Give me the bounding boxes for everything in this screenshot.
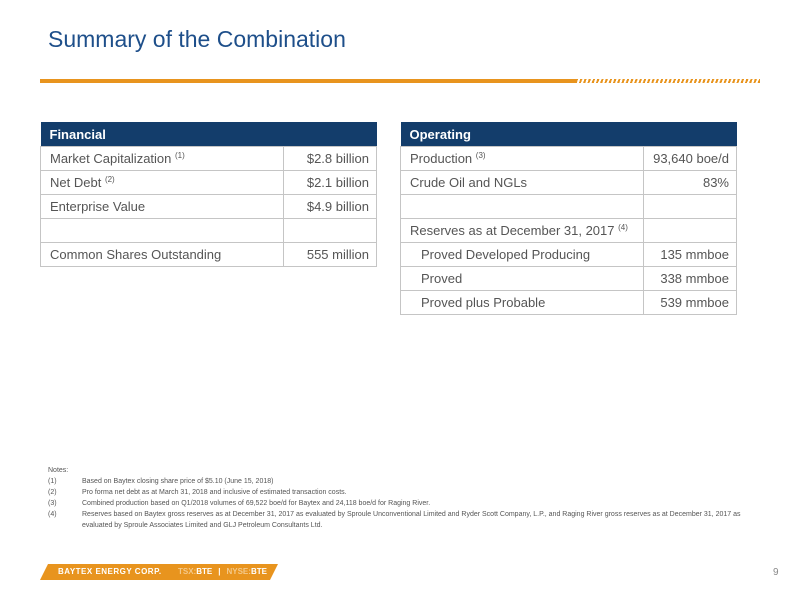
financial-table: [40, 122, 377, 267]
company-logo-text: BAYTEX ENERGY CORP.: [58, 567, 162, 576]
footnote-number: (4): [48, 511, 57, 518]
row-value: [284, 219, 377, 243]
footnotes: [48, 465, 748, 531]
table-row: [401, 291, 737, 315]
row-value: $2.8 billion: [284, 147, 377, 171]
footnote-number: (3): [48, 500, 57, 507]
row-label: [41, 219, 284, 243]
footnote-number: (1): [48, 478, 57, 485]
row-value: 93,640 boe/d: [644, 147, 737, 171]
row-label: Market Capitalization $^{(1)}$: [41, 147, 284, 171]
title-divider: [40, 79, 760, 83]
table-row: [401, 195, 737, 219]
page-number: 9: [773, 567, 779, 578]
footnote-ref: (1): [175, 151, 185, 160]
footnote-number: (2): [48, 489, 57, 496]
footnote-item: [48, 498, 748, 509]
table-row: [41, 219, 377, 243]
row-label: Net Debt $^{(2)}$: [41, 171, 284, 195]
row-label: Proved: [401, 267, 644, 291]
footnote-text: Pro forma net debt as at March 31, 2018 and inclusive of estimated transaction costs.: [82, 489, 347, 496]
page-title: Summary of the Combination: [48, 26, 346, 52]
stock-tickers: [178, 567, 267, 576]
financial-table-header: Financial: [41, 122, 377, 147]
nyse-ticker: NYSE:BTE: [226, 567, 267, 576]
footnote-item: [48, 487, 748, 498]
footnote-text: Combined production based on Q1/2018 volumes of 69,522 boe/d for Baytex and 24,118 boe/d for Raging River.: [82, 500, 431, 507]
row-label: Crude Oil and NGLs: [401, 171, 644, 195]
operating-table: [400, 122, 737, 315]
row-label: Production $^{(3)}$: [401, 147, 644, 171]
table-row: [41, 147, 377, 171]
row-label: Reserves as at December 31, 2017 $^{(4)}$: [401, 219, 644, 243]
row-value: 539 mmboe: [644, 291, 737, 315]
row-label: Proved Developed Producing: [401, 243, 644, 267]
table-row: [401, 243, 737, 267]
tsx-ticker: TSX:BTE: [178, 567, 213, 576]
footnote-ref: (4): [618, 223, 628, 232]
row-value: 555 million: [284, 243, 377, 267]
table-row: [41, 171, 377, 195]
row-value: 135 mmboe: [644, 243, 737, 267]
footnote-ref: (3): [475, 151, 486, 160]
footnote-ref: (2): [104, 175, 115, 184]
operating-table-header: Operating: [401, 122, 737, 147]
footnote-item: [48, 509, 748, 531]
row-value: $2.1 billion: [284, 171, 377, 195]
notes-heading: Notes:: [48, 467, 69, 474]
row-value: [644, 219, 737, 243]
table-row: [401, 219, 737, 243]
row-value: $4.9 billion: [284, 195, 377, 219]
footnote-text: Reserves based on Baytex gross reserves as at December 31, 2017 as evaluated by Sproule Unconventional Limited and Ryder Scott Company, L.P., and Raging River gross reserves as at December 31, 2017 as evaluated by Sproule Associates Limited and GLJ Petroleum Consultants Ltd.: [82, 511, 741, 529]
footer-brand-bar: [40, 564, 278, 580]
table-row: [401, 171, 737, 195]
row-label: Common Shares Outstanding: [41, 243, 284, 267]
row-label: Enterprise Value: [41, 195, 284, 219]
row-value: 83%: [644, 171, 737, 195]
table-row: [41, 195, 377, 219]
table-row: [401, 267, 737, 291]
table-row: [401, 147, 737, 171]
ticker-separator: |: [218, 567, 221, 576]
footnote-text: Based on Baytex closing share price of $5.10 (June 15, 2018): [82, 478, 274, 485]
row-label: Proved plus Probable: [401, 291, 644, 315]
table-row: [41, 243, 377, 267]
footnote-item: [48, 476, 748, 487]
row-value: 338 mmboe: [644, 267, 737, 291]
row-label: [401, 195, 644, 219]
row-value: [644, 195, 737, 219]
